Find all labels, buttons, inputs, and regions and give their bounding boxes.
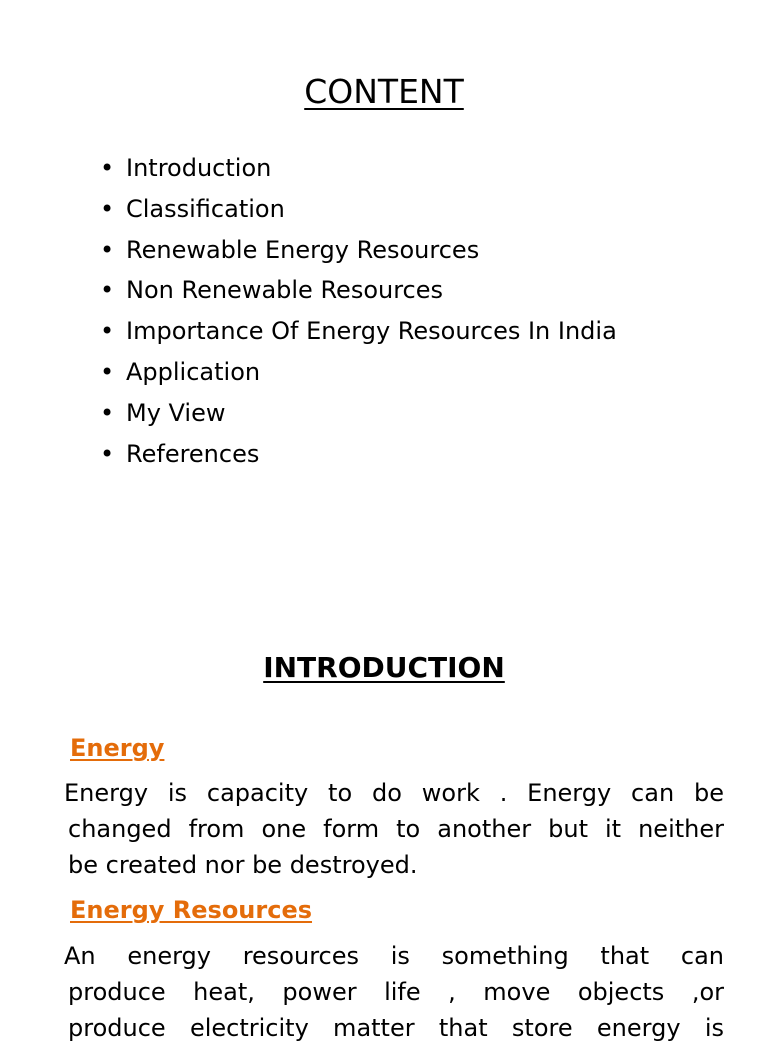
toc-item <box>100 434 617 475</box>
energy-heading <box>70 732 164 764</box>
content-title-text: CONTENT <box>304 72 464 111</box>
paragraph-line: produce heat, power life , move objects ,or <box>68 978 724 1006</box>
energy-resources-heading <box>70 894 312 926</box>
energy-heading-text: Energy <box>70 734 165 762</box>
bullet-icon: • <box>100 398 115 427</box>
paragraph-line: changed from one form to another but it neither <box>68 815 724 843</box>
paragraph-line: be created nor be destroyed. <box>68 851 418 879</box>
table-of-contents <box>100 148 617 474</box>
energy-resources-heading-text: Energy Resources <box>70 896 313 924</box>
toc-item-label: Renewable Energy Resources <box>126 235 480 264</box>
toc-item-label: Classification <box>126 194 285 223</box>
toc-item-label: Application <box>126 357 261 386</box>
toc-item <box>100 148 617 189</box>
toc-item-label: Introduction <box>126 154 272 182</box>
bullet-icon: • <box>100 317 115 346</box>
introduction-title <box>0 648 768 688</box>
paragraph-line: Energy is capacity to do work . Energy can be <box>64 779 724 807</box>
bullet-icon: • <box>100 357 115 386</box>
toc-item-label: Non Renewable Resources <box>126 276 444 305</box>
toc-item-label: Importance Of Energy Resources In India <box>126 317 617 346</box>
toc-item-label: References <box>126 439 260 468</box>
bullet-icon: • <box>100 235 115 264</box>
bullet-icon: • <box>100 154 115 182</box>
toc-item <box>100 230 617 271</box>
content-title <box>0 70 768 114</box>
bullet-icon: • <box>100 194 115 223</box>
energy-paragraph <box>64 775 724 883</box>
bullet-icon: • <box>100 439 115 468</box>
toc-item <box>100 311 617 352</box>
paragraph-line: An energy resources is something that can <box>64 942 724 970</box>
introduction-title-text: INTRODUCTION <box>263 651 505 684</box>
energy-resources-paragraph <box>64 938 724 1046</box>
toc-item <box>100 352 617 393</box>
paragraph-line: produce electricity matter that store energy is <box>68 1014 724 1042</box>
toc-item <box>100 270 617 311</box>
toc-item-label: My View <box>126 398 226 427</box>
bullet-icon: • <box>100 276 115 305</box>
toc-item <box>100 393 617 434</box>
toc-item <box>100 189 617 230</box>
